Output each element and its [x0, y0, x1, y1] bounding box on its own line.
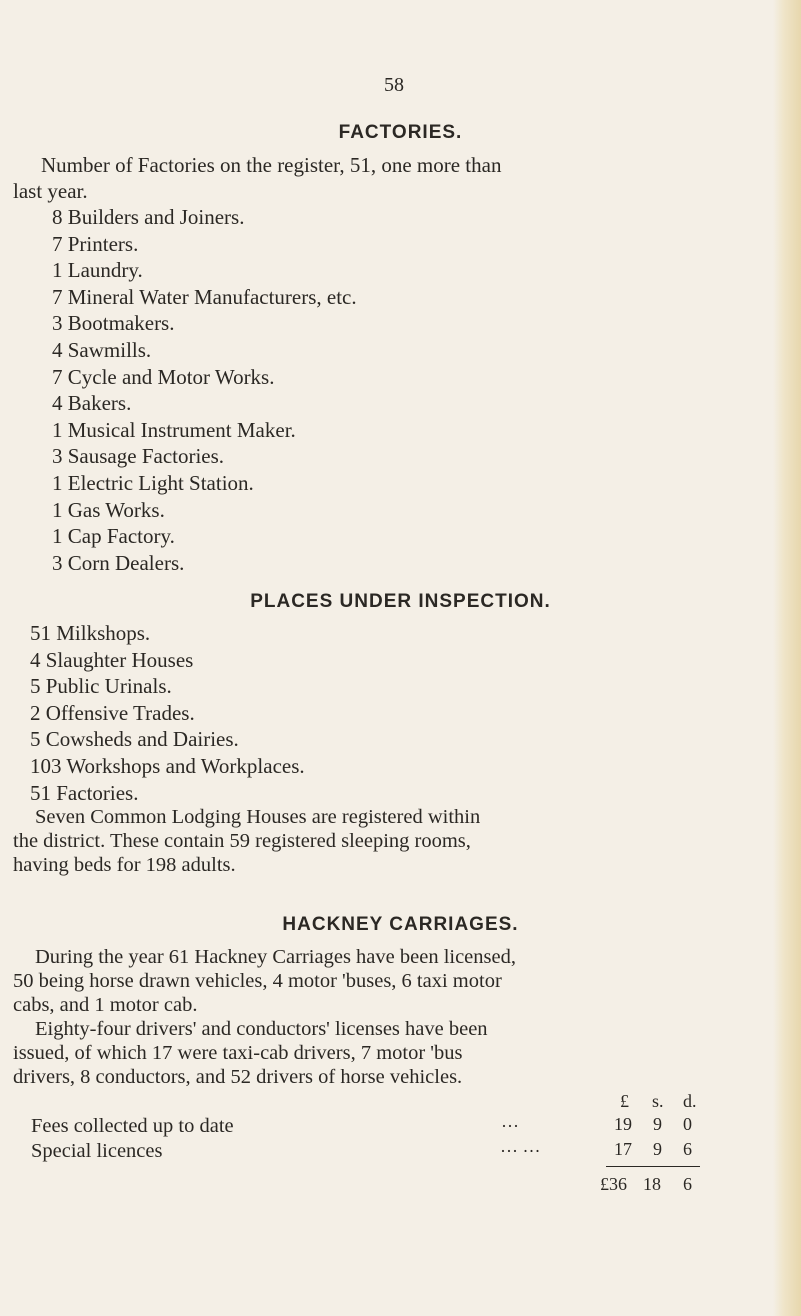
fees-collected-pounds: 19	[614, 1114, 632, 1134]
special-licences-pounds: 17	[614, 1139, 632, 1159]
shillings-header: s.	[652, 1091, 664, 1111]
list-item: 103 Workshops and Workplaces.	[30, 753, 305, 778]
special-licences-pence: 6	[683, 1139, 692, 1159]
list-item: 4 Slaughter Houses	[30, 647, 194, 672]
hackney-para1-line2: 50 being horse drawn vehicles, 4 motor 'buses, 6 taxi motor	[13, 970, 502, 992]
total-shillings: 18	[643, 1174, 661, 1194]
list-item: 1 Laundry.	[52, 258, 143, 283]
special-licences-shillings: 9	[653, 1139, 662, 1159]
fees-collected-leader: ···	[501, 1116, 519, 1136]
factories-heading: FACTORIES.	[338, 122, 463, 143]
list-item: 51 Factories.	[30, 780, 139, 805]
pence-header: d.	[683, 1091, 697, 1111]
list-item: 1 Electric Light Station.	[52, 470, 254, 495]
total-rule	[606, 1166, 700, 1167]
special-licences-label: Special licences	[31, 1140, 163, 1162]
factories-list	[52, 204, 357, 576]
lodging-para-line2: the district. These contain 59 registered sleeping rooms,	[13, 830, 471, 852]
list-item: 1 Cap Factory.	[52, 524, 175, 549]
factories-intro-line2: last year.	[13, 179, 88, 203]
list-item: 3 Bootmakers.	[52, 311, 175, 336]
page-number: 58	[384, 74, 404, 96]
list-item: 3 Corn Dealers.	[52, 550, 185, 575]
list-item: 4 Bakers.	[52, 391, 132, 416]
list-item: 7 Printers.	[52, 231, 139, 256]
lodging-para-line3: having beds for 198 adults.	[13, 854, 236, 876]
list-item: 5 Cowsheds and Dairies.	[30, 727, 239, 752]
pounds-header: £	[620, 1091, 629, 1111]
list-item: 7 Cycle and Motor Works.	[52, 364, 275, 389]
hackney-para2-line2: issued, of which 17 were taxi-cab drivers, 7 motor 'bus	[13, 1042, 463, 1064]
list-item: 2 Offensive Trades.	[30, 700, 195, 725]
fees-collected-pence: 0	[683, 1114, 692, 1134]
list-item: 1 Gas Works.	[52, 497, 165, 522]
fees-collected-label: Fees collected up to date	[31, 1115, 234, 1137]
fees-collected-shillings: 9	[653, 1114, 662, 1134]
list-item: 7 Mineral Water Manufacturers, etc.	[52, 284, 357, 309]
hackney-para1-line1: During the year 61 Hackney Carriages have been licensed,	[35, 946, 516, 968]
hackney-para2-line3: drivers, 8 conductors, and 52 drivers of horse vehicles.	[13, 1066, 463, 1088]
page-edge-shading	[773, 0, 801, 1316]
inspection-heading: PLACES UNDER INSPECTION.	[250, 591, 551, 612]
hackney-para2-line1: Eighty-four drivers' and conductors' licenses have been	[35, 1018, 488, 1040]
total-pounds: £36	[600, 1174, 627, 1194]
list-item: 3 Sausage Factories.	[52, 444, 225, 469]
hackney-para1-line3: cabs, and 1 motor cab.	[13, 994, 198, 1016]
special-licences-leader: ··· ···	[500, 1141, 541, 1161]
factories-intro-line1: Number of Factories on the register, 51, one more than	[41, 153, 502, 177]
list-item: 8 Builders and Joiners.	[52, 205, 245, 229]
list-item: 1 Musical Instrument Maker.	[52, 417, 296, 442]
lodging-para-line1: Seven Common Lodging Houses are registered within	[35, 806, 481, 828]
total-pence: 6	[683, 1174, 692, 1194]
list-item: 5 Public Urinals.	[30, 674, 172, 699]
inspection-list	[30, 620, 305, 806]
list-item: 4 Sawmills.	[52, 337, 152, 362]
list-item: 51 Milkshops.	[30, 621, 151, 645]
hackney-heading: HACKNEY CARRIAGES.	[282, 914, 519, 935]
